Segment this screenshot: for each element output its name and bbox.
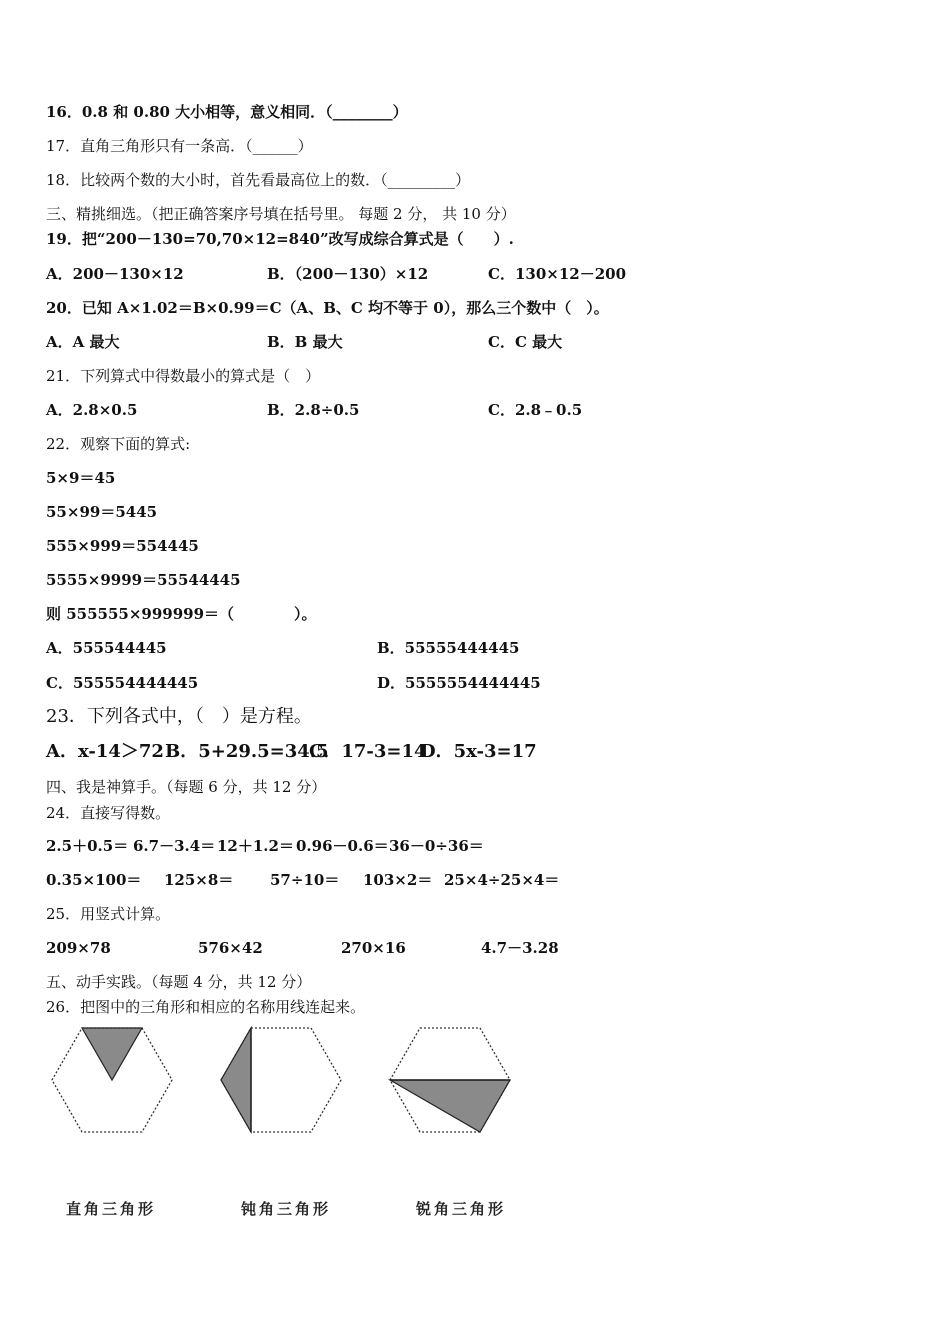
shaded-right-triangle — [82, 1028, 142, 1080]
q23-option-a: A．x-14＞72 — [46, 741, 164, 762]
q21-option-a: A．2.8×0.5 — [46, 401, 138, 419]
q24-item: 12＋1.2＝ — [217, 837, 294, 855]
q25-item: 270×16 — [341, 939, 406, 957]
label-right-triangle: 直角三角形 — [66, 1200, 157, 1218]
q22-pattern-3: 555×999＝554445 — [46, 537, 199, 555]
question-17: 17．直角三角形只有一条高．（______） — [46, 137, 313, 155]
q20-option-c: C．C 最大 — [488, 333, 563, 351]
q23-option-c: C．17-3=14 — [309, 741, 427, 762]
q24-item: 6.7－3.4＝ — [133, 837, 216, 855]
section-5-title: 五、动手实践。（每题 4 分，共 12 分） — [46, 973, 312, 991]
question-25-stem: 25．用竖式计算。 — [46, 905, 171, 923]
label-acute-triangle: 锐角三角形 — [416, 1200, 507, 1218]
q22-pattern-2: 55×99＝5445 — [46, 503, 158, 521]
q24-item: 125×8＝ — [164, 871, 234, 889]
question-22-stem: 22．观察下面的算式: — [46, 435, 191, 453]
hexagon-figure-1 — [50, 1024, 175, 1136]
q23-option-d: D．5x-3=17 — [420, 741, 537, 762]
q25-item: 576×42 — [198, 939, 263, 957]
q25-item: 209×78 — [46, 939, 111, 957]
q20-option-b: B．B 最大 — [267, 333, 343, 351]
q22-option-a: A．555544445 — [46, 639, 167, 657]
hexagon-figure-3 — [388, 1024, 513, 1136]
question-19-stem: 19．把“200－130=70,70×12=840”改写成综合算式是（ ）. — [46, 230, 514, 248]
question-18: 18．比较两个数的大小时，首先看最高位上的数．（_________） — [46, 171, 471, 189]
q22-pattern-4: 5555×9999＝55544445 — [46, 571, 241, 589]
shaded-acute-triangle — [390, 1080, 510, 1132]
question-21-stem: 21．下列算式中得数最小的算式是（ ） — [46, 367, 321, 385]
q24-item: 57÷10＝ — [270, 871, 340, 889]
q21-option-b: B．2.8÷0.5 — [267, 401, 360, 419]
q19-option-b: B．（200－130）×12 — [267, 265, 429, 283]
q24-item: 25×4÷25×4＝ — [444, 871, 560, 889]
q20-option-a: A．A 最大 — [46, 333, 120, 351]
section-3-title: 三、精挑细选。（把正确答案序号填在括号里。 每题 2 分， 共 10 分） — [46, 205, 516, 223]
q24-item: 2.5＋0.5＝ — [46, 837, 129, 855]
section-4-title: 四、我是神算手。（每题 6 分，共 12 分） — [46, 778, 327, 796]
shaded-obtuse-triangle — [221, 1028, 251, 1132]
question-23-stem: 23．下列各式中，（ ）是方程。 — [46, 706, 312, 727]
q25-item: 4.7－3.28 — [481, 939, 559, 957]
q22-option-b: B．55555444445 — [377, 639, 520, 657]
q22-ask: 则 555555×999999＝（ ）。 — [46, 605, 317, 623]
q24-item: 103×2＝ — [363, 871, 433, 889]
q22-option-c: C．555554444445 — [46, 674, 199, 692]
question-20-stem: 20．已知 A×1.02＝B×0.99＝C（A、B、C 均不等于 0），那么三个数中（ ）。 — [46, 299, 609, 317]
q19-option-c: C．130×12－200 — [488, 265, 627, 283]
q22-option-d: D．5555554444445 — [377, 674, 541, 692]
label-obtuse-triangle: 钝角三角形 — [241, 1200, 332, 1218]
q21-option-c: C．2.8﹣0.5 — [488, 401, 583, 419]
q24-item: 36－0÷36＝ — [389, 837, 484, 855]
q24-item: 0.35×100＝ — [46, 871, 142, 889]
q19-option-a: A．200－130×12 — [46, 265, 184, 283]
question-16: 16．0.8 和 0.80 大小相等，意义相同．（________） — [46, 103, 408, 121]
question-24-stem: 24．直接写得数。 — [46, 804, 171, 822]
hexagon-figure-2 — [219, 1024, 344, 1136]
q24-item: 0.96－0.6＝ — [296, 837, 389, 855]
question-26-stem: 26．把图中的三角形和相应的名称用线连起来。 — [46, 998, 366, 1016]
q22-pattern-1: 5×9＝45 — [46, 469, 116, 487]
q23-option-b: B．5+29.5=34.5 — [165, 741, 329, 762]
